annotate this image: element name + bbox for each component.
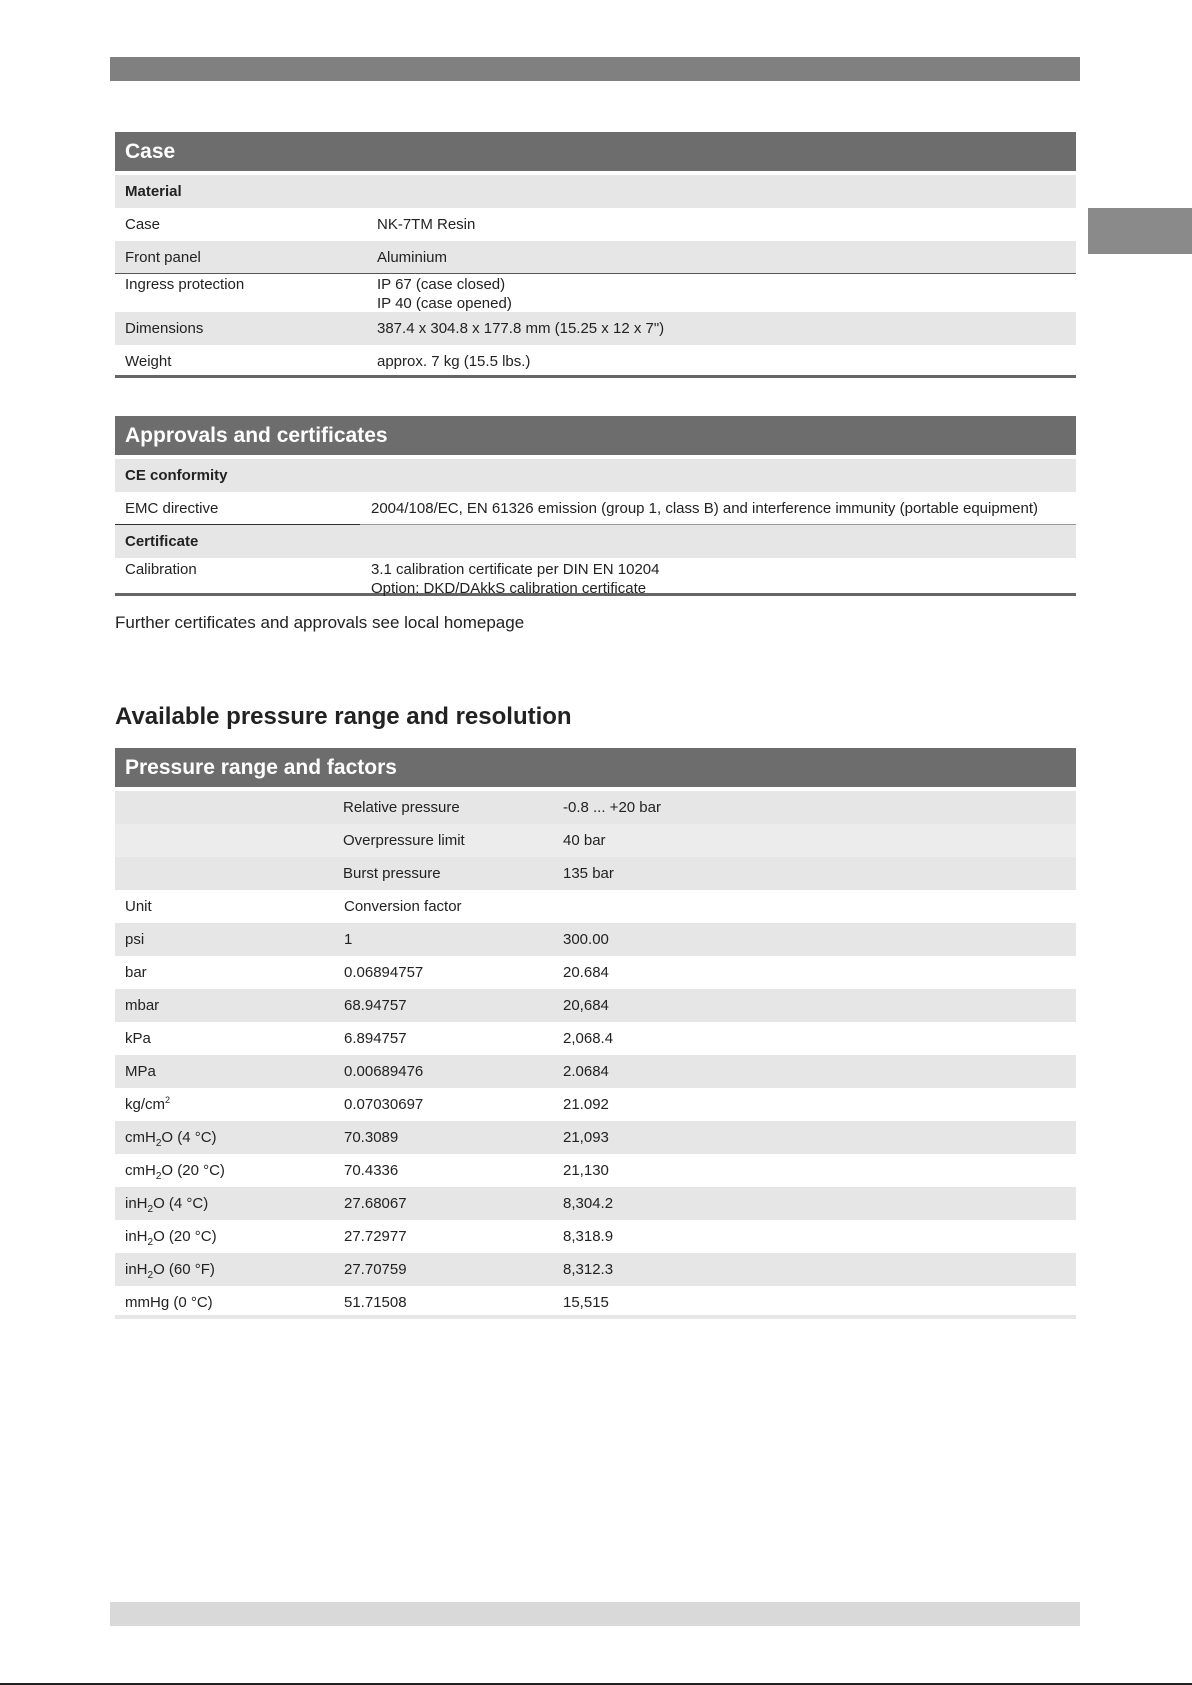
table-row [115,1187,1076,1220]
row-value: 2004/108/EC, EN 61326 emission (group 1, class B) and interference immunity (portable equipment) [371,500,1039,517]
value-cell: 21.092 [563,1096,609,1113]
unit-cell: mbar [125,997,160,1014]
certificates-note: Further certificates and approvals see local homepage [115,613,525,632]
value-cell: 21,130 [563,1162,609,1179]
row-label: Dimensions [125,320,204,337]
table-row [115,824,1076,857]
footer-bar [110,1602,1080,1626]
factor-cell: 0.07030697 [344,1096,424,1113]
table-row [115,345,1076,378]
spec-value: 135 bar [563,865,614,882]
row-value: 3.1 calibration certificate per DIN EN 10204 [371,561,660,578]
table-row [115,1088,1076,1121]
value-cell: 8,318.9 [563,1228,614,1245]
factor-cell: 1 [344,931,353,948]
value-cell: 8,304.2 [563,1195,614,1212]
unit-cell: cmH$_2$O (20 °C) [125,1162,225,1182]
table-row [115,241,1076,274]
table-row [115,857,1076,890]
table-row [115,558,1076,596]
factor-cell: 70.3089 [344,1129,399,1146]
row-value: Aluminium [377,249,448,266]
factor-cell: 27.70759 [344,1261,407,1278]
table-row [115,989,1076,1022]
approvals-title: Approvals and certificates [115,416,1076,455]
value-cell: 2,068.4 [563,1030,614,1047]
unit-cell: inH$_2$O (20 °C) [125,1228,217,1248]
table-row [115,1220,1076,1253]
unit-cell: bar [125,964,147,981]
spec-label: Relative pressure [343,799,460,816]
factor-cell: 70.4336 [344,1162,399,1179]
spec-value: -0.8 ... +20 bar [563,799,661,816]
factor-cell: 51.71508 [344,1294,407,1311]
unit-cell: inH$_2$O (60 °F) [125,1261,215,1281]
table-header-row [115,890,1076,923]
table-row [115,956,1076,989]
material-heading: Material [125,183,182,200]
value-cell: 20,684 [563,997,609,1014]
factor-cell: 68.94757 [344,997,407,1014]
cert-heading-row [115,525,1076,558]
factor-cell: 27.68067 [344,1195,407,1212]
table-row [115,1154,1076,1187]
case-title: Case [115,132,1076,171]
value-cell: 300.00 [563,931,609,948]
table-row [115,1055,1076,1088]
row-value: Option: DKD/DAkkS calibration certificate [371,580,647,597]
table-row [115,1022,1076,1055]
spec-label: Burst pressure [343,865,441,882]
value-cell: 2.0684 [563,1063,609,1080]
unit-cell: $kg/cm^2$ [125,1095,171,1113]
table-row [115,274,1076,312]
approvals-table [115,416,1076,596]
value-cell: 8,312.3 [563,1261,614,1278]
factor-cell: 0.06894757 [344,964,424,981]
pressure-title: Pressure range and factors [115,748,1076,787]
unit-cell: cmH$_2$O (4 °C) [125,1129,217,1149]
table-row [115,1286,1076,1319]
row-label: Case [125,216,161,233]
factor-header: Conversion factor [344,898,462,915]
row-value: IP 67 (case closed) [377,276,506,293]
factor-cell: 6.894757 [344,1030,407,1047]
unit-cell: kPa [125,1030,151,1047]
table-row [115,923,1076,956]
case-table [115,132,1076,378]
unit-cell: inH$_2$O (4 °C) [125,1195,209,1215]
table-row [115,312,1076,345]
row-value: approx. 7 kg (15.5 lbs.) [377,353,531,370]
spec-value: 40 bar [563,832,606,849]
row-value: IP 40 (case opened) [377,295,512,312]
value-cell: 20.684 [563,964,609,981]
row-label: Ingress protection [125,276,245,293]
cert-heading: Certificate [125,533,199,550]
row-value: NK-7TM Resin [377,216,476,233]
material-heading-row [115,175,1076,208]
table-row [115,208,1076,241]
ce-heading-row [115,459,1076,492]
value-cell: 15,515 [563,1294,609,1311]
pressure-table [115,748,1076,1319]
unit-cell: psi [125,931,145,948]
unit-cell: mmHg (0 °C) [125,1294,213,1311]
unit-header: Unit [125,898,152,915]
table-row [115,1121,1076,1154]
row-value: 387.4 x 304.8 x 177.8 mm (15.25 x 12 x 7") [377,320,665,337]
spec-label: Overpressure limit [343,832,465,849]
row-label: Front panel [125,249,201,266]
table-row [115,791,1076,824]
section-heading: Available pressure range and resolution [115,703,572,730]
header-bar [110,57,1080,81]
row-label: Calibration [125,561,197,578]
chapter-tab [1088,208,1192,254]
table-row [115,1253,1076,1286]
row-label: Weight [125,353,172,370]
factor-cell: 0.00689476 [344,1063,424,1080]
ce-heading: CE conformity [125,467,228,484]
unit-cell: MPa [125,1063,156,1080]
row-label: EMC directive [125,500,219,517]
value-cell: 21,093 [563,1129,609,1146]
factor-cell: 27.72977 [344,1228,407,1245]
table-row [115,492,1076,525]
